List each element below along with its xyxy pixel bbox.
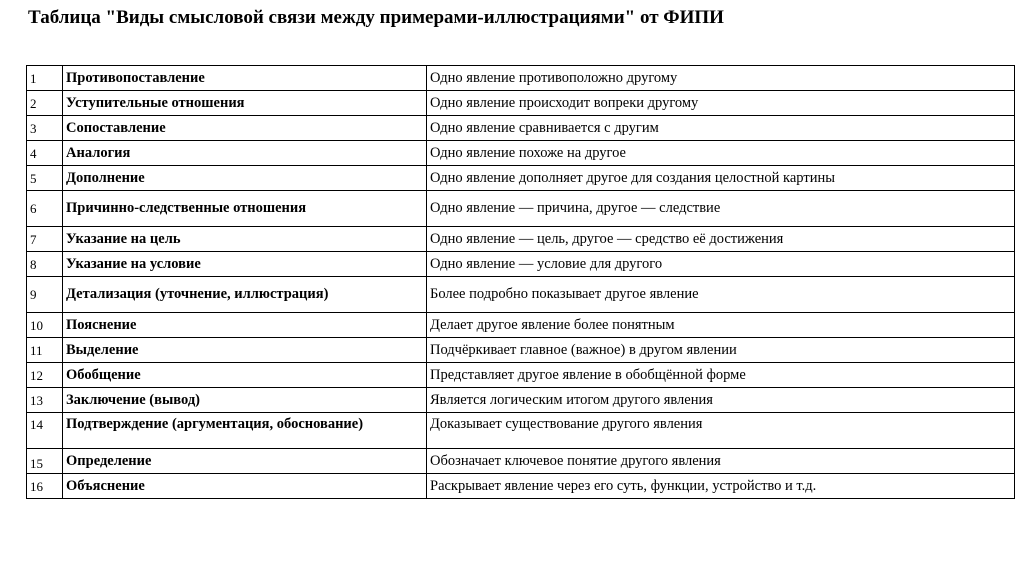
relation-description: Доказывает существование другого явления (427, 413, 1015, 449)
row-number: 12 (27, 363, 63, 388)
relation-description: Раскрывает явление через его суть, функции, устройство и т.д. (427, 474, 1015, 499)
relation-description: Представляет другое явление в обобщённой форме (427, 363, 1015, 388)
table-row (27, 116, 1015, 141)
row-number: 10 (27, 313, 63, 338)
relation-type: Пояснение (63, 313, 427, 338)
table-row (27, 313, 1015, 338)
relation-description: Одно явление — причина, другое — следствие (427, 191, 1015, 227)
table-row (27, 227, 1015, 252)
row-number: 1 (27, 66, 63, 91)
relation-type: Противопоставление (63, 66, 427, 91)
relation-description: Одно явление — условие для другого (427, 252, 1015, 277)
row-number: 9 (27, 277, 63, 313)
table-row (27, 91, 1015, 116)
relation-type: Аналогия (63, 141, 427, 166)
row-number: 5 (27, 166, 63, 191)
row-number: 7 (27, 227, 63, 252)
table-row (27, 338, 1015, 363)
table-row (27, 252, 1015, 277)
row-number: 4 (27, 141, 63, 166)
table-row (27, 191, 1015, 227)
table-row (27, 413, 1015, 449)
relation-type: Выделение (63, 338, 427, 363)
row-number: 6 (27, 191, 63, 227)
row-number: 11 (27, 338, 63, 363)
row-number: 3 (27, 116, 63, 141)
table-row (27, 66, 1015, 91)
row-number: 14 (27, 413, 63, 449)
row-number: 15 (27, 449, 63, 474)
relation-description: Подчёркивает главное (важное) в другом явлении (427, 338, 1015, 363)
relation-description: Одно явление противоположно другому (427, 66, 1015, 91)
relation-type: Подтверждение (аргументация, обоснование) (63, 413, 427, 449)
row-number: 8 (27, 252, 63, 277)
relation-type: Определение (63, 449, 427, 474)
relation-description: Одно явление сравнивается с другим (427, 116, 1015, 141)
relation-description: Одно явление — цель, другое — средство её достижения (427, 227, 1015, 252)
relations-table (26, 65, 1015, 499)
relation-type: Указание на цель (63, 227, 427, 252)
relation-description: Является логическим итогом другого явления (427, 388, 1015, 413)
table-row (27, 141, 1015, 166)
page-title: Таблица "Виды смысловой связи между примерами-иллюстрациями" от ФИПИ (28, 7, 724, 28)
row-number: 13 (27, 388, 63, 413)
relation-type: Сопоставление (63, 116, 427, 141)
relation-description: Одно явление похоже на другое (427, 141, 1015, 166)
relation-type: Обобщение (63, 363, 427, 388)
row-number: 2 (27, 91, 63, 116)
relation-description: Более подробно показывает другое явление (427, 277, 1015, 313)
table-row (27, 449, 1015, 474)
table-row (27, 277, 1015, 313)
relation-type: Причинно-следственные отношения (63, 191, 427, 227)
row-number: 16 (27, 474, 63, 499)
relation-description: Одно явление происходит вопреки другому (427, 91, 1015, 116)
relation-description: Одно явление дополняет другое для создания целостной картины (427, 166, 1015, 191)
relation-type: Указание на условие (63, 252, 427, 277)
table-row (27, 388, 1015, 413)
relation-type: Уступительные отношения (63, 91, 427, 116)
table-row (27, 363, 1015, 388)
relation-type: Дополнение (63, 166, 427, 191)
relation-description: Делает другое явление более понятным (427, 313, 1015, 338)
table-row (27, 474, 1015, 499)
relation-description: Обозначает ключевое понятие другого явления (427, 449, 1015, 474)
table-row (27, 166, 1015, 191)
relation-type: Объяснение (63, 474, 427, 499)
relation-type: Детализация (уточнение, иллюстрация) (63, 277, 427, 313)
relation-type: Заключение (вывод) (63, 388, 427, 413)
